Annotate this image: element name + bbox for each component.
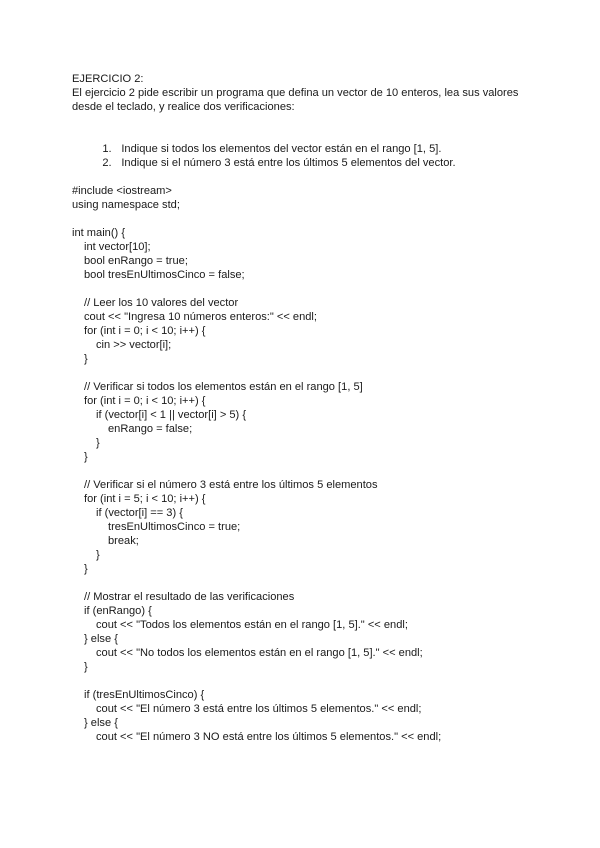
check-list-item: [90, 128, 442, 155]
code-line: }: [96, 437, 100, 449]
code-line: // Verificar si el número 3 está entre los últimos 5 elementos: [84, 479, 378, 491]
code-line: }: [84, 451, 88, 463]
code-line: }: [84, 563, 88, 575]
code-line: int main() {: [72, 227, 126, 239]
code-line: } else {: [84, 717, 118, 729]
code-line: // Leer los 10 valores del vector: [84, 297, 239, 309]
code-line: for (int i = 0; i < 10; i++) {: [84, 395, 206, 407]
list-number: 2.: [102, 157, 112, 169]
code-line: for (int i = 5; i < 10; i++) {: [84, 493, 206, 505]
intro-line: El ejercicio 2 pide escribir un programa que defina un vector de 10 enteros, lea sus valores: [72, 87, 519, 99]
code-line: } else {: [84, 633, 118, 645]
check-list-item: [90, 142, 456, 169]
code-line: using namespace std;: [72, 199, 180, 211]
list-number: 1.: [102, 143, 112, 155]
code-line: enRango = false;: [108, 423, 193, 435]
code-line: for (int i = 0; i < 10; i++) {: [84, 325, 206, 337]
code-line: cout << "Ingresa 10 números enteros:" << endl;: [84, 311, 317, 323]
code-line: if (vector[i] == 3) {: [96, 507, 183, 519]
code-line: break;: [108, 535, 139, 547]
list-text: Indique si todos los elementos del vector están en el rango [1, 5].: [121, 143, 442, 155]
code-line: }: [96, 549, 100, 561]
code-line: // Verificar si todos los elementos están en el rango [1, 5]: [84, 381, 363, 393]
code-line: #include <iostream>: [72, 185, 172, 197]
intro-line: desde el teclado, y realice dos verificaciones:: [72, 101, 295, 113]
exercise-heading: EJERCICIO 2:: [72, 73, 144, 85]
code-line: cout << "El número 3 NO está entre los últimos 5 elementos." << endl;: [96, 731, 442, 743]
code-line: bool tresEnUltimosCinco = false;: [84, 269, 245, 281]
code-line: bool enRango = true;: [84, 255, 188, 267]
code-line: }: [84, 661, 88, 673]
code-line: if (enRango) {: [84, 605, 152, 617]
code-line: cout << "No todos los elementos están en el rango [1, 5]." << endl;: [96, 647, 423, 659]
code-line: cout << "Todos los elementos están en el rango [1, 5]." << endl;: [96, 619, 408, 631]
code-line: cin >> vector[i];: [96, 339, 172, 351]
code-line: int vector[10];: [84, 241, 151, 253]
code-line: tresEnUltimosCinco = true;: [108, 521, 241, 533]
code-line: if (vector[i] < 1 || vector[i] > 5) {: [96, 409, 247, 421]
code-line: }: [84, 353, 88, 365]
code-line: cout << "El número 3 está entre los últimos 5 elementos." << endl;: [96, 703, 422, 715]
list-text: Indique si el número 3 está entre los últimos 5 elementos del vector.: [121, 157, 456, 169]
code-line: if (tresEnUltimosCinco) {: [84, 689, 205, 701]
code-line: // Mostrar el resultado de las verificaciones: [84, 591, 295, 603]
